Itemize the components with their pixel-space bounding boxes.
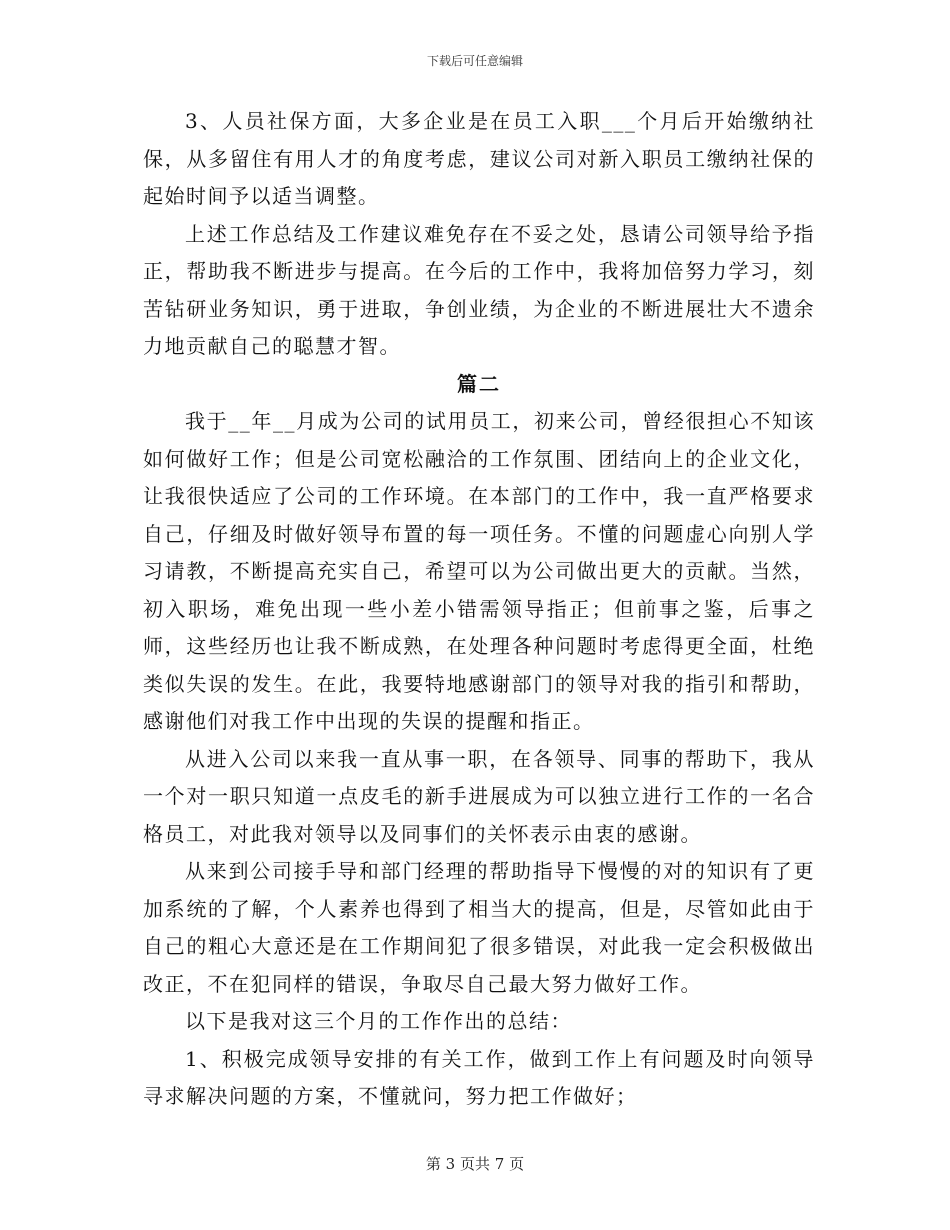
section-heading: 篇二 bbox=[457, 371, 501, 396]
paragraph-probation-intro: 我于__年__月成为公司的试用员工，初来公司，曾经很担心不知该如何做好工作；但是公司宽松融洽的工作氛围、团结向上的企业文化，让我很快适应了公司的工作环境。在本部门的工作中，我一直严格要求自己，仔细及时做好领导布置的每一项任务。不懂的问题虚心向别人学习请教，不断提高充实自己，希望可以为公司做出更大的贡献。当然，初入职场，难免出现一些小差小错需领导指正；但前事之鉴，后事之师，这些经历也让我不断成熟，在处理各种问题时考虑得更全面，杜绝类似失误的发生。在此，我要特地感谢部门的领导对我的指引和帮助，感谢他们对我工作中出现的失误的提醒和指正。 bbox=[143, 409, 815, 733]
page-header: 下载后可任意编辑 bbox=[426, 54, 523, 68]
paragraph-mistakes: 从来到公司接手导和部门经理的帮助指导下慢慢的对的知识有了更加系统的了解，个人素养也得到了相当大的提高，但是，尽管如此由于自己的粗心大意还是在工作期间犯了很多错误，对此我一定会积极做出改正，不在犯同样的错误，争取尽自己最大努力做好工作。 bbox=[143, 859, 815, 996]
paragraph-item-1: 1、积极完成领导安排的有关工作，做到工作上有问题及时向领导寻求解决问题的方案，不懂就问，努力把工作做好； bbox=[143, 1046, 815, 1108]
document-body bbox=[143, 103, 815, 1116]
paragraph-summary-lead: 以下是我对这三个月的工作作出的总结： bbox=[185, 1009, 572, 1033]
paragraph-social-insurance: 3、人员社保方面，大多企业是在员工入职___个月后开始缴纳社保，从多留住有用人才的角度考虑，建议公司对新入职员工缴纳社保的起始时间予以适当调整。 bbox=[143, 109, 815, 208]
page-footer: 第 3 页共 7 页 bbox=[425, 1155, 525, 1173]
paragraph-closing-remarks: 上述工作总结及工作建议难免存在不妥之处，恳请公司领导给予指正，帮助我不断进步与提高。在今后的工作中，我将加倍努力学习，刻苦钻研业务知识，勇于进取，争创业绩，为企业的不断进展壮大不遗余力地贡献自己的聪慧才智。 bbox=[143, 221, 815, 358]
paragraph-growth: 从进入公司以来我一直从事一职，在各领导、同事的帮助下，我从一个对一职只知道一点皮毛的新手进展成为可以独立进行工作的一名合格员工，对此我对领导以及同事们的关怀表示由衷的感谢。 bbox=[143, 746, 815, 846]
